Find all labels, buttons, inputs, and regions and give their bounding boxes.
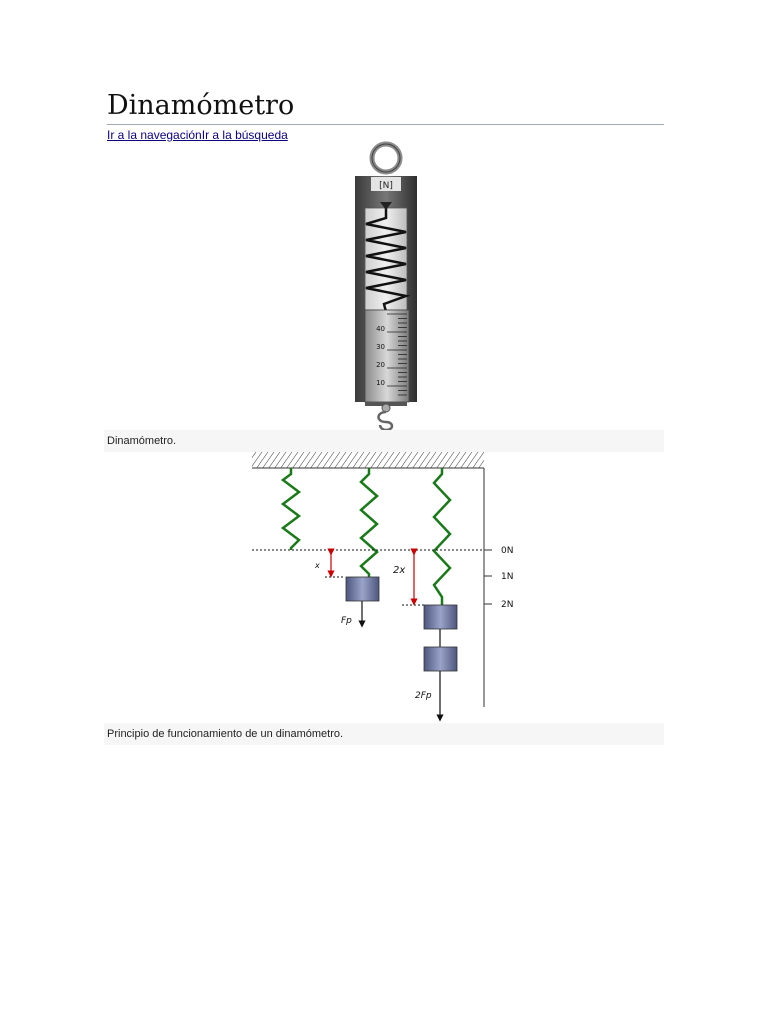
dynamometer-illustration — [346, 140, 426, 430]
weight-single — [346, 577, 379, 601]
level-0n: 0N — [501, 546, 514, 556]
label-x: x — [315, 561, 320, 570]
unit-label: [N] — [379, 181, 393, 191]
hook — [379, 412, 393, 430]
principle-diagram — [245, 450, 535, 725]
ceiling — [252, 452, 484, 468]
label-fp: Fp — [341, 616, 352, 626]
scale-label-40: 40 — [376, 325, 385, 333]
spring-one-weight — [361, 468, 377, 578]
figure-caption-principle: Principio de funcionamiento de un dinamómetro. — [104, 723, 664, 745]
weight-lower — [424, 647, 457, 671]
skip-to-search-link[interactable]: Ir a la búsqueda — [201, 128, 288, 142]
label-2x: 2x — [393, 565, 406, 576]
weight-upper — [424, 605, 457, 629]
scale-tube — [365, 310, 409, 402]
spring-unloaded — [283, 468, 299, 550]
scale-label-20: 20 — [376, 361, 385, 369]
scale-label-30: 30 — [376, 343, 385, 351]
skip-links — [107, 127, 288, 143]
label-2fp: 2Fp — [415, 691, 432, 701]
figure-caption-dynamometer: Dinamómetro. — [104, 430, 664, 452]
page-title: Dinamómetro — [107, 88, 664, 125]
skip-to-navigation-link[interactable]: Ir a la navegación — [107, 128, 202, 142]
level-1n: 1N — [501, 572, 514, 582]
spring-two-weights — [434, 468, 450, 605]
scale-label-10: 10 — [376, 379, 385, 387]
level-2n: 2N — [501, 600, 514, 610]
